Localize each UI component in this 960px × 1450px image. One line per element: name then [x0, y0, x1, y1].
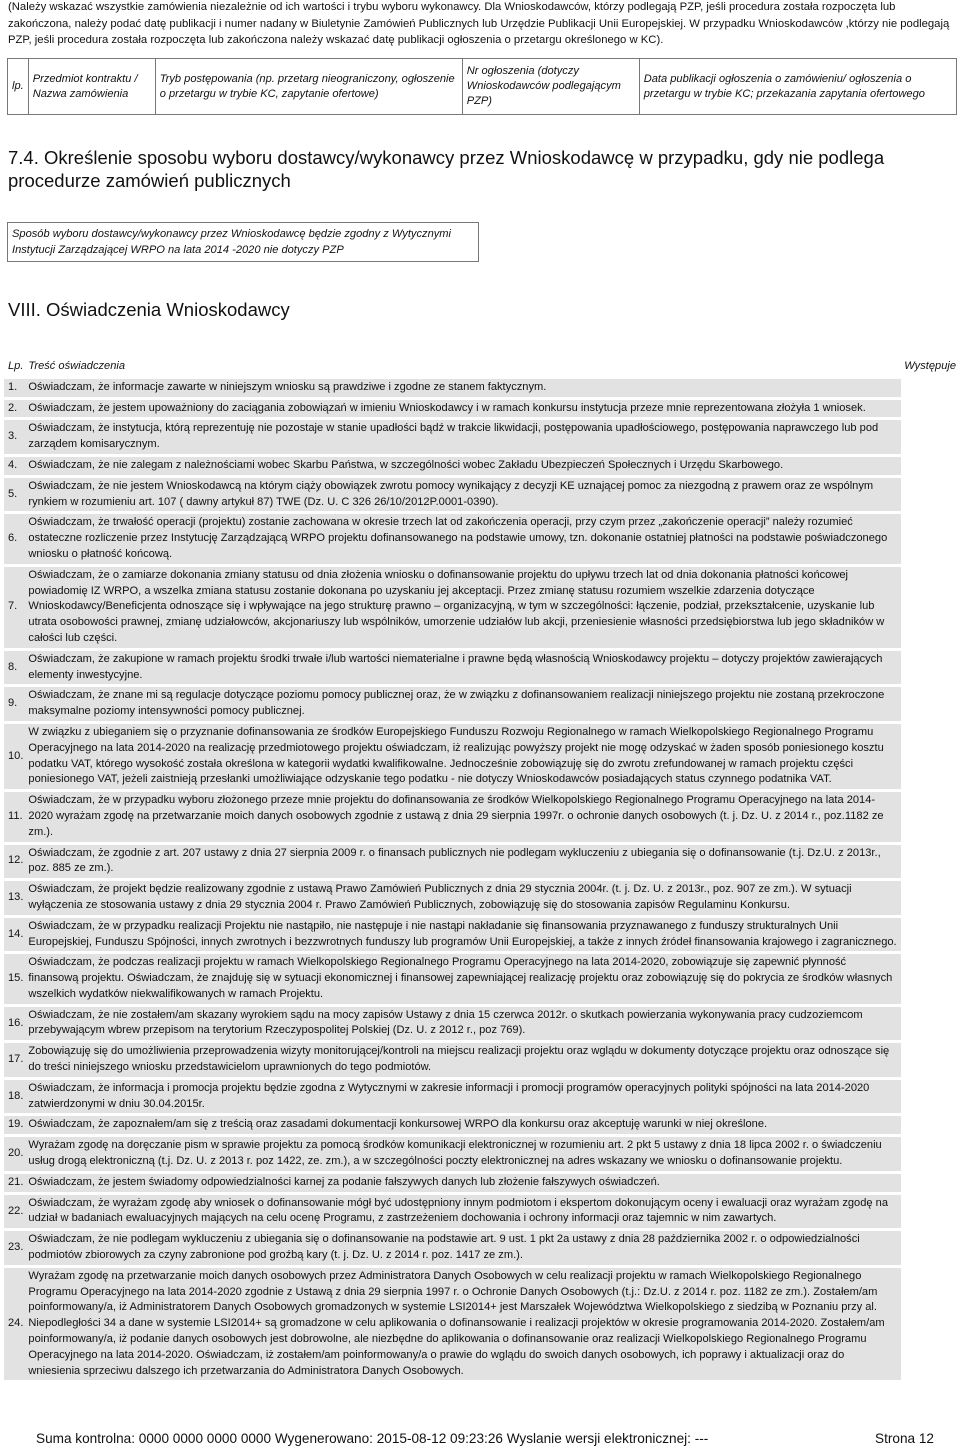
procurement-table-header-row	[8, 59, 957, 115]
col-subject-header: Przedmiot kontraktu / Nazwa zamówienia	[28, 59, 155, 115]
declaration-text: Oświadczam, że w przypadku wyboru złożonego przeze mnie projektu do dofinansowania ze środków Wielkopolskiego Regionalnego Programu Operacyjnego na lata 2014-2020 wyrażam zgodę na przetwarzanie moich danych osobowych zgodnie z ustawą z dnia 29 sierpnia 1997r. o ochronie danych osobowych (t. j. Dz. U. z 2014 r., poz.1182 ze zm.).	[25, 792, 901, 841]
declaration-number: 23.	[4, 1231, 25, 1265]
declaration-row	[4, 724, 959, 789]
selection-method-box: Sposób wyboru dostawcy/wykonawcy przez Wnioskodawcę będzie zgodny z Wytycznymi Instytucji Zarządzającej WRPO na lata 2014 -2020 nie dotyczy PZP	[7, 222, 479, 262]
declaration-text: Zobowiązuję się do umożliwienia przeprowadzenia wizyty monitorującej/kontroli na miejscu realizacji projektu oraz wglądu w dokumenty dotyczące projektu oraz odnoszące się do treści niniejszego wniosku przedstawicielom uprawnionych do tego podmiotów.	[25, 1043, 901, 1077]
declaration-text: Oświadczam, że w przypadku realizacji Projektu nie nastąpiło, nie następuje i nie nastąpi nakładanie się finansowania przyznawanego z funduszy strukturalnych Unii Europejskiej, Funduszu Spójności, innych zwrotnych i bezzwrotnych funduszy lub programów Unii Europejskiej, a także z innych źródeł finansowania krajowego i zagranicznego.	[25, 918, 901, 952]
declaration-number: 21.	[4, 1174, 25, 1192]
declaration-number: 10.	[4, 724, 25, 789]
declaration-number: 4.	[4, 457, 25, 475]
declaration-row	[4, 400, 959, 418]
declaration-applies-cell	[901, 1137, 959, 1171]
declaration-text: Oświadczam, że trwałość operacji (projektu) zostanie zachowana w okresie trzech lat od zakończenia operacji, przy czym przez „zakończenie operacji” należy rozumieć ostateczne rozliczenie przez Instytucję Zarządzającą WRPO projektu dofinansowanego na podstawie umowy, tzn. dokonanie ostatniej płatności na podstawie poświadczonego wniosku o płatność końcową.	[25, 514, 901, 563]
declaration-row	[4, 1043, 959, 1077]
declaration-row	[4, 792, 959, 841]
declaration-applies-cell	[901, 724, 959, 789]
declaration-text: Oświadczam, że informacja i promocja projektu będzie zgodna z Wytycznymi w zakresie informacji i promocji programów operacyjnych polityki spójności na lata 2014-2020 zatwierdzonymi w dniu 30.04.2015r.	[25, 1080, 901, 1114]
declaration-applies-cell	[901, 1195, 959, 1229]
procurement-table	[7, 58, 957, 115]
declaration-number: 2.	[4, 400, 25, 418]
declaration-text: Oświadczam, że wyrażam zgodę aby wniosek o dofinansowanie mógł być udostępniony innym podmiotom i ekspertom dokonującym oceny i ewaluacji oraz wyrażam zgodę na udział w badaniach ewaluacyjnych mających na celu ocenę Programu, z zastrzeżeniem dochowania i ochrony informacji oraz tajemnic w nim zawartych.	[25, 1195, 901, 1229]
declaration-number: 8.	[4, 651, 25, 685]
declaration-text: Oświadczam, że informacje zawarte w niniejszym wniosku są prawdziwe i zgodne ze stanem faktycznym.	[25, 379, 901, 397]
declarations-body	[4, 379, 959, 1381]
declaration-applies-cell	[901, 1080, 959, 1114]
declaration-text: Oświadczam, że projekt będzie realizowany zgodnie z ustawą Prawo Zamówień Publicznych z dnia 29 stycznia 2004r. (t. j. Dz. U. z 2013r., poz. 907 ze zm.). W sytuacji wyłączenia ze stosowania ustawy z dnia 29 stycznia 2004 r. Prawo Zamówień Publicznych, zobowiązuję się do stosowania zapisów Regulaminu Konkursu.	[25, 881, 901, 915]
declaration-applies-cell	[901, 1231, 959, 1265]
declaration-applies-cell	[901, 881, 959, 915]
declaration-number: 12.	[4, 845, 25, 879]
declaration-number: 6.	[4, 514, 25, 563]
declaration-number: 14.	[4, 918, 25, 952]
declaration-text: Oświadczam, że nie zostałem/am skazany wyrokiem sądu na mocy zapisów Ustawy z dnia 15 czerwca 2012r. o skutkach powierzania wykonywania pracy cudzoziemcom przebywającym wbrew przepisom na terytorium Rzeczypospolitej Polskiej (Dz. U. z 2012 r., poz 769).	[25, 1007, 901, 1041]
declaration-row	[4, 567, 959, 648]
declaration-number: 24.	[4, 1268, 25, 1381]
declaration-row	[4, 1116, 959, 1134]
declaration-text: Wyrażam zgodę na przetwarzanie moich danych osobowych przez Administratora Danych Osobowych w celu realizacji projektu w ramach Wielkopolskiego Regionalnego Programu Operacyjnego na lata 2014-2020 zgodnie z Ustawą z dnia 29 sierpnia 1997 r. o Ochronie Danych Osobowych (t.j.: Dz.U. z 2014 r. poz. 1182 ze zm.). Zostałem/am poinformowany/a, iż Administratorem Danych Osobowych gromadzonych w systemie LSI2014+ jest Marszałek Województwa Wielkopolskiego z siedzibą w Poznaniu przy al. Niepodległości 34 a dane w systemie LSI2014+ są gromadzone w celu aplikowania o dofinansowanie i realizacji projektów w okresie programowania 2014-2020. Zostałem/am poinformowany/a, iż podanie danych osobowych jest dobrowolne, ale niezbędne do aplikowania o dofinansowanie oraz realizacji Wielkopolskiego Regionalnego Programu Operacyjnego na lata 2014-2020. Oświadczam, iż zostałem/am poinformowany/a o prawie do wglądu do swoich danych osobowych, ich poprawy i aktualizacji oraz do wniesienia sprzeciwu dalszego ich przetwarzania do Administratora Danych Osobowych.	[25, 1268, 901, 1381]
declaration-applies-cell	[901, 567, 959, 648]
declaration-row	[4, 1137, 959, 1171]
declaration-row	[4, 1195, 959, 1229]
declaration-text: Oświadczam, że jestem upoważniony do zaciągania zobowiązań w imieniu Wnioskodawcy i w ramach konkursu instytucja przeze mnie reprezentowana złożyła 1 wniosek.	[25, 400, 901, 418]
declaration-applies-cell	[901, 1268, 959, 1381]
declaration-number: 13.	[4, 881, 25, 915]
page-number: Strona 12	[875, 1431, 934, 1446]
declaration-number: 16.	[4, 1007, 25, 1041]
declaration-row	[4, 651, 959, 685]
declaration-applies-cell	[901, 845, 959, 879]
declaration-applies-cell	[901, 1043, 959, 1077]
declaration-applies-cell	[901, 954, 959, 1003]
declaration-text: Oświadczam, że podczas realizacji projektu w ramach Wielkopolskiego Regionalnego Programu Operacyjnego na lata 2014-2020, zobowiązuje się zapewnić płynność finansową projektu. Oświadczam, że znajduję się w sytuacji ekonomicznej i finansowej zapewniającej realizację projektu oraz zobowiązuję się do pokrycia ze środków własnych wszelkich wydatków niekwalifikowanych w ramach Projektu.	[25, 954, 901, 1003]
declaration-row	[4, 1268, 959, 1381]
declarations-applies-header: Występuje	[901, 358, 959, 376]
declaration-row	[4, 1007, 959, 1041]
declaration-number: 18.	[4, 1080, 25, 1114]
declaration-text: Oświadczam, że nie zalegam z należnościami wobec Skarbu Państwa, w szczególności wobec Zakładu Ubezpieczeń Społecznych i Urzędu Skarbowego.	[25, 457, 901, 475]
col-number-header: Nr ogłoszenia (dotyczy Wnioskodawców podlegającym PZP)	[462, 59, 639, 115]
procurement-instructions: (Należy wskazać wszystkie zamówienia niezależnie od ich wartości i trybu wyboru wykonawcy. Dla Wnioskodawców, którzy podlegają PZP, jeśli procedura została rozpoczęta lub zakończona, należy podać datę publikacji i numer nadany w Biuletynie Zamówień Publicznych lub Urzędzie Publikacji Unii Europejskiej. W przypadku Wnioskodawców ,którzy nie podlegają PZP, jeśli procedura została rozpoczęta lub zakończona należy wskazać datę publikacji ogłoszenia o przetargu określonego w KC).	[8, 1, 950, 46]
declaration-applies-cell	[901, 420, 959, 454]
declaration-row	[4, 845, 959, 879]
declaration-row	[4, 514, 959, 563]
declaration-number: 22.	[4, 1195, 25, 1229]
page-footer	[0, 1428, 960, 1450]
declaration-row	[4, 687, 959, 721]
declaration-number: 15.	[4, 954, 25, 1003]
declaration-applies-cell	[901, 379, 959, 397]
declarations-table	[4, 355, 959, 1383]
declaration-number: 7.	[4, 567, 25, 648]
declaration-row	[4, 457, 959, 475]
declaration-number: 5.	[4, 478, 25, 512]
declaration-row	[4, 379, 959, 397]
declaration-row	[4, 1231, 959, 1265]
declaration-applies-cell	[901, 1007, 959, 1041]
col-lp-header: lp.	[8, 59, 29, 115]
declaration-text: Oświadczam, że instytucja, którą reprezentuję nie pozostaje w stanie upadłości bądź w trakcie likwidacji, postępowania upadłościowego, postępowania naprawczego lub pod zarządem komisarycznym.	[25, 420, 901, 454]
declaration-row	[4, 478, 959, 512]
declaration-row	[4, 881, 959, 915]
declaration-text: Wyrażam zgodę na doręczanie pism w sprawie projektu za pomocą środków komunikacji elektronicznej w rozumieniu art. 2 pkt 5 ustawy z dnia 18 lipca 2002 r. o świadczeniu usług drogą elektroniczną (t.j. Dz. U. z 2013 r. poz 1422, ze. zm.), a w szczególności poczty elektronicznej na adres wskazany we wniosku o dofinansowanie projektu.	[25, 1137, 901, 1171]
declaration-applies-cell	[901, 1174, 959, 1192]
declaration-number: 20.	[4, 1137, 25, 1171]
declarations-header-row	[4, 358, 959, 376]
declaration-number: 19.	[4, 1116, 25, 1134]
declaration-applies-cell	[901, 651, 959, 685]
declaration-number: 17.	[4, 1043, 25, 1077]
declaration-row	[4, 954, 959, 1003]
declaration-row	[4, 1174, 959, 1192]
declaration-row	[4, 420, 959, 454]
declaration-text: Oświadczam, że zgodnie z art. 207 ustawy z dnia 27 sierpnia 2009 r. o finansach publicznych nie podlegam wykluczeniu z ubiegania się o dofinansowanie (t.j. Dz.U. z 2013r., poz. 885 ze zm.).	[25, 845, 901, 879]
declaration-text: Oświadczam, że znane mi są regulacje dotyczące poziomu pomocy publicznej oraz, że w związku z dofinansowaniem realizacji niniejszego projektu nie zostaną przekroczone maksymalne poziomy intensywności pomocy publicznej.	[25, 687, 901, 721]
declaration-text: Oświadczam, że zakupione w ramach projektu środki trwałe i/lub wartości niematerialne i prawne będą własnością Wnioskodawcy projektu – dotyczy projektów zawierających elementy inwestycyjne.	[25, 651, 901, 685]
declaration-text: W związku z ubieganiem się o przyznanie dofinansowania ze środków Europejskiego Funduszu Rozwoju Regionalnego w ramach Wielkopolskiego Regionalnego Programu Operacyjnego na lata 2014-2020 na realizację przedmiotowego projektu oświadczam, iż realizując powyższy projekt nie mogę odzyskać w żaden sposób poniesionego kosztu podatku VAT, którego wysokość została określona w kategorii wydatki kwalifikowalne. Jednocześnie zobowiązuję się do zwrotu zrefundowanej w ramach projektu części poniesionego VAT, jeżeli zaistnieją przesłanki umożliwiające odzyskanie tego podatku - nie dotyczy Wnioskodawców posiadających status czynnego podatnika VAT.	[25, 724, 901, 789]
declaration-number: 11.	[4, 792, 25, 841]
declaration-text: Oświadczam, że jestem świadomy odpowiedzialności karnej za podanie fałszywych danych lub złożenie fałszywych oświadczeń.	[25, 1174, 901, 1192]
declaration-text: Oświadczam, że zapoznałem/am się z treścią oraz zasadami dokumentacji konkursowej WRPO dla konkursu oraz akceptuję warunki w niej określone.	[25, 1116, 901, 1134]
declaration-applies-cell	[901, 1116, 959, 1134]
declaration-number: 1.	[4, 379, 25, 397]
declarations-content-header: Treść oświadczenia	[25, 358, 901, 376]
declaration-row	[4, 918, 959, 952]
declaration-applies-cell	[901, 457, 959, 475]
declaration-number: 3.	[4, 420, 25, 454]
declaration-text: Oświadczam, że o zamiarze dokonania zmiany statusu od dnia złożenia wniosku o dofinansowanie projektu do upływu trzech lat od dnia dokonania płatności końcowej powiadomię IZ WRPO, a wszelka zmiana statusu zostanie dokonana po uzyskaniu jej akceptacji. Przez zmianę statusu rozumiem wszelkie zdarzenia dotyczące Wnioskodawcy/Beneficjenta odnoszące się i wpływające na jego strukturę prawno – organizacyjną, w tym w szczególności: łączenie, podział, przekształcenie, uzyskanie lub utrata osobowości prawnej, zmianę udziałowców, akcjonariuszy lub wspólników, umorzenie udziałów lub akcji, przeniesienie własności przedsiębiorstwa lub jego składników w całości lub części.	[25, 567, 901, 648]
footer-checksum: Suma kontrolna: 0000 0000 0000 0000 Wygenerowano: 2015-08-12 09:23:26 Wyslanie wersji elektronicznej: ---	[36, 1431, 709, 1446]
declaration-text: Oświadczam, że nie podlegam wykluczeniu z ubiegania się o dofinansowanie na podstawie art. 9 ust. 1 pkt 2a ustawy z dnia 28 października 2002 r. o odpowiedzialności podmiotów zbiorowych za czyny zabronione pod groźbą kary (t. j. Dz. U. z 2014 r. poz. 1417 ze zm.).	[25, 1231, 901, 1265]
declaration-applies-cell	[901, 400, 959, 418]
col-date-header: Data publikacji ogłoszenia o zamówieniu/ ogłoszenia o przetargu w trybie KC; przekazania zapytania ofertowego	[639, 59, 956, 115]
declaration-applies-cell	[901, 918, 959, 952]
declaration-applies-cell	[901, 792, 959, 841]
declarations-lp-header: Lp.	[4, 358, 25, 376]
declaration-applies-cell	[901, 687, 959, 721]
col-mode-header: Tryb postępowania (np. przetarg nieograniczony, ogłoszenie o przetargu w trybie KC, zapytanie ofertowe)	[155, 59, 462, 115]
section-7-4-title: 7.4. Określenie sposobu wyboru dostawcy/wykonawcy przez Wnioskodawcę w przypadku, gdy nie podlega procedurze zamówień publicznych	[8, 147, 885, 191]
section-8-title: VIII. Oświadczenia Wnioskodawcy	[8, 299, 290, 320]
declaration-applies-cell	[901, 478, 959, 512]
declaration-row	[4, 1080, 959, 1114]
declaration-applies-cell	[901, 514, 959, 563]
declaration-text: Oświadczam, że nie jestem Wnioskodawcą na którym ciąży obowiązek zwrotu pomocy wynikający z decyzji KE uznającej pomoc za niezgodną z prawem oraz ze wspólnym rynkiem w rozumieniu art. 107 ( dawny artykuł 87) TWE (Dz. U. C 326 26/10/2012P.0001-0390).	[25, 478, 901, 512]
declaration-number: 9.	[4, 687, 25, 721]
